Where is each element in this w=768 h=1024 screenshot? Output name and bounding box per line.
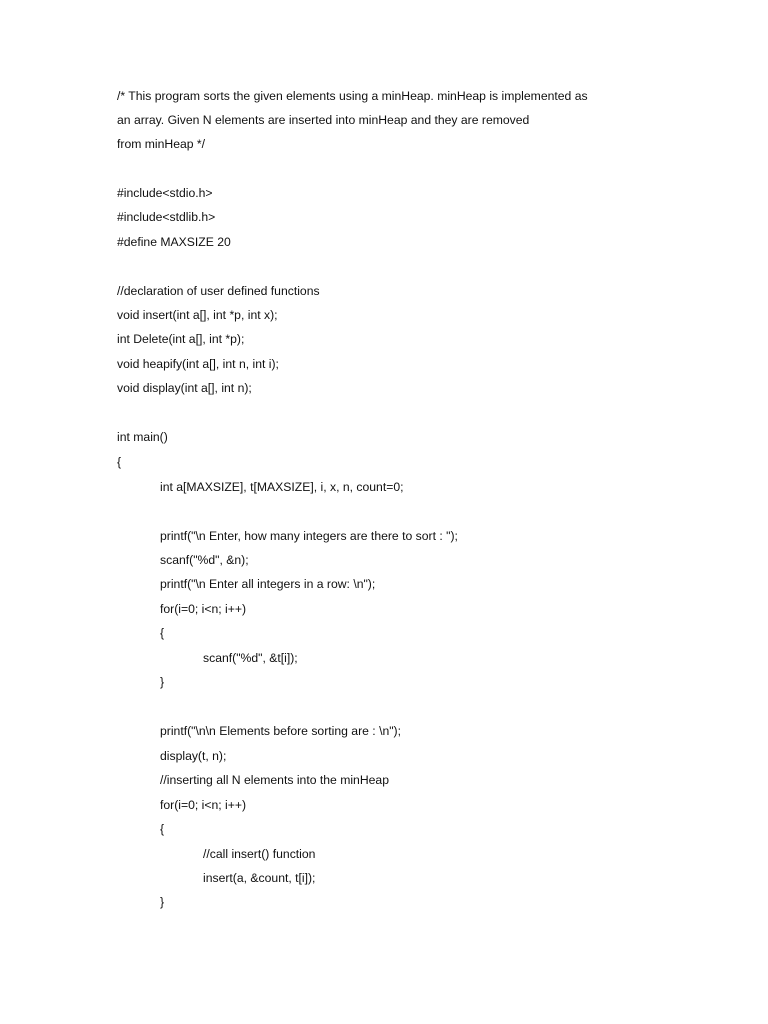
code-line: for(i=0; i<n; i++) [160, 798, 247, 812]
code-line: void insert(int a[], int *p, int x); [117, 308, 278, 322]
code-line: insert(a, &count, t[i]); [203, 871, 316, 885]
code-line: int a[MAXSIZE], t[MAXSIZE], i, x, n, count=0; [160, 480, 404, 494]
code-line: an array. Given N elements are inserted into minHeap and they are removed [117, 113, 530, 127]
code-line: #include<stdio.h> [117, 186, 213, 200]
code-line: scanf("%d", &n); [160, 553, 249, 567]
code-line: } [160, 895, 165, 909]
code-line: #include<stdlib.h> [117, 210, 216, 224]
code-line: { [160, 626, 165, 640]
code-line: { [117, 455, 122, 469]
code-line: int Delete(int a[], int *p); [117, 332, 245, 346]
code-line: printf("\n Enter all integers in a row: \n"); [160, 577, 376, 591]
code-line: int main() [117, 430, 168, 444]
code-line: display(t, n); [160, 749, 227, 763]
code-line: printf("\n Enter, how many integers are there to sort : "); [160, 529, 458, 543]
code-line: from minHeap */ [117, 137, 206, 151]
code-line: //inserting all N elements into the minHeap [160, 773, 389, 787]
code-line: scanf("%d", &t[i]); [203, 651, 298, 665]
code-line: void display(int a[], int n); [117, 381, 252, 395]
code-line: #define MAXSIZE 20 [117, 235, 231, 249]
code-line: /* This program sorts the given elements using a minHeap. minHeap is implemented as [117, 89, 588, 103]
code-line: } [160, 675, 165, 689]
code-line: //call insert() function [203, 847, 316, 861]
code-line: { [160, 822, 165, 836]
code-line: void heapify(int a[], int n, int i); [117, 357, 279, 371]
code-line: for(i=0; i<n; i++) [160, 602, 247, 616]
code-line: printf("\n\n Elements before sorting are : \n"); [160, 724, 402, 738]
code-line: //declaration of user defined functions [117, 284, 320, 298]
